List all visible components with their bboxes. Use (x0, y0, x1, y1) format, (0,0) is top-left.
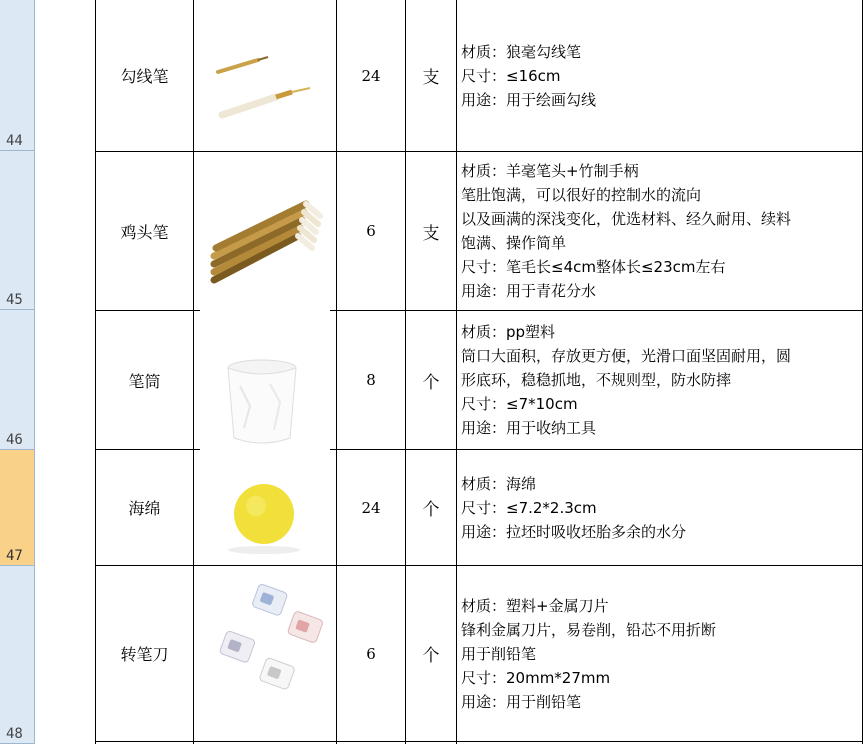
row-header-47-selected[interactable]: 47 (0, 450, 34, 566)
item-name-cell[interactable]: 海绵 (128, 499, 161, 518)
quantity-cell[interactable]: 6 (366, 644, 376, 663)
row-header-48[interactable]: 48 (0, 566, 34, 744)
liner-brush-icon (194, 0, 336, 151)
item-name-cell[interactable]: 勾线笔 (120, 67, 169, 86)
item-name-cell[interactable]: 转笔刀 (120, 645, 169, 664)
item-name-cell[interactable]: 鸡头笔 (120, 222, 169, 242)
quantity-cell[interactable]: 6 (366, 222, 376, 240)
unit-cell[interactable]: 个 (422, 372, 440, 393)
item-name-cell[interactable]: 笔筒 (128, 371, 161, 391)
row-header-45[interactable]: 45 (0, 151, 34, 310)
unit-cell[interactable]: 个 (422, 500, 440, 520)
quantity-cell[interactable]: 8 (366, 371, 376, 389)
unit-cell[interactable]: 支 (422, 223, 440, 244)
empty-column-cell[interactable] (35, 0, 95, 744)
row-header-column (0, 0, 35, 744)
chicken-head-brush-icon (194, 152, 336, 310)
grid-line (95, 741, 863, 742)
description-cell[interactable]: 材质：塑料+金属刀片 锋利金属刀片，易卷削，铅芯不用折断 用于削铅笔 尺寸：20mm*27mm 用途：用于削铅笔 (461, 596, 717, 711)
unit-cell[interactable]: 个 (422, 646, 440, 666)
unit-cell[interactable]: 支 (422, 68, 440, 88)
pencil-sharpener-icon (200, 570, 335, 710)
description-cell[interactable]: 材质：海绵 尺寸：≤7.2*2.3cm 用途：拉坯时吸收坯胎多余的水分 (461, 474, 687, 541)
description-cell[interactable]: 材质：狼毫勾线笔 尺寸：≤16cm 用途：用于绘画勾线 (461, 42, 597, 109)
row-header-44[interactable]: 44 (0, 0, 34, 151)
description-cell[interactable]: 材质：羊毫笔头+竹制手柄 笔肚饱满，可以很好的控制水的流向 以及画满的深浅变化，优选材料、经久耐用、续料 饱满、操作简单 尺寸：笔毛长≤4cm整体长≤23cm左右 用途：用于青花分水 (461, 162, 792, 300)
row-header-46[interactable]: 46 (0, 310, 34, 450)
sponge-icon (200, 450, 330, 560)
pen-holder-icon (200, 306, 330, 456)
description-cell[interactable]: 材质：pp塑料 筒口大面积，存放更方便，光滑口面坚固耐用，圆 形底环，稳稳抓地，不规则型，防水防摔 尺寸：≤7*10cm 用途：用于收纳工具 (461, 323, 792, 437)
quantity-cell[interactable]: 24 (361, 498, 381, 517)
quantity-cell[interactable]: 24 (361, 66, 381, 85)
